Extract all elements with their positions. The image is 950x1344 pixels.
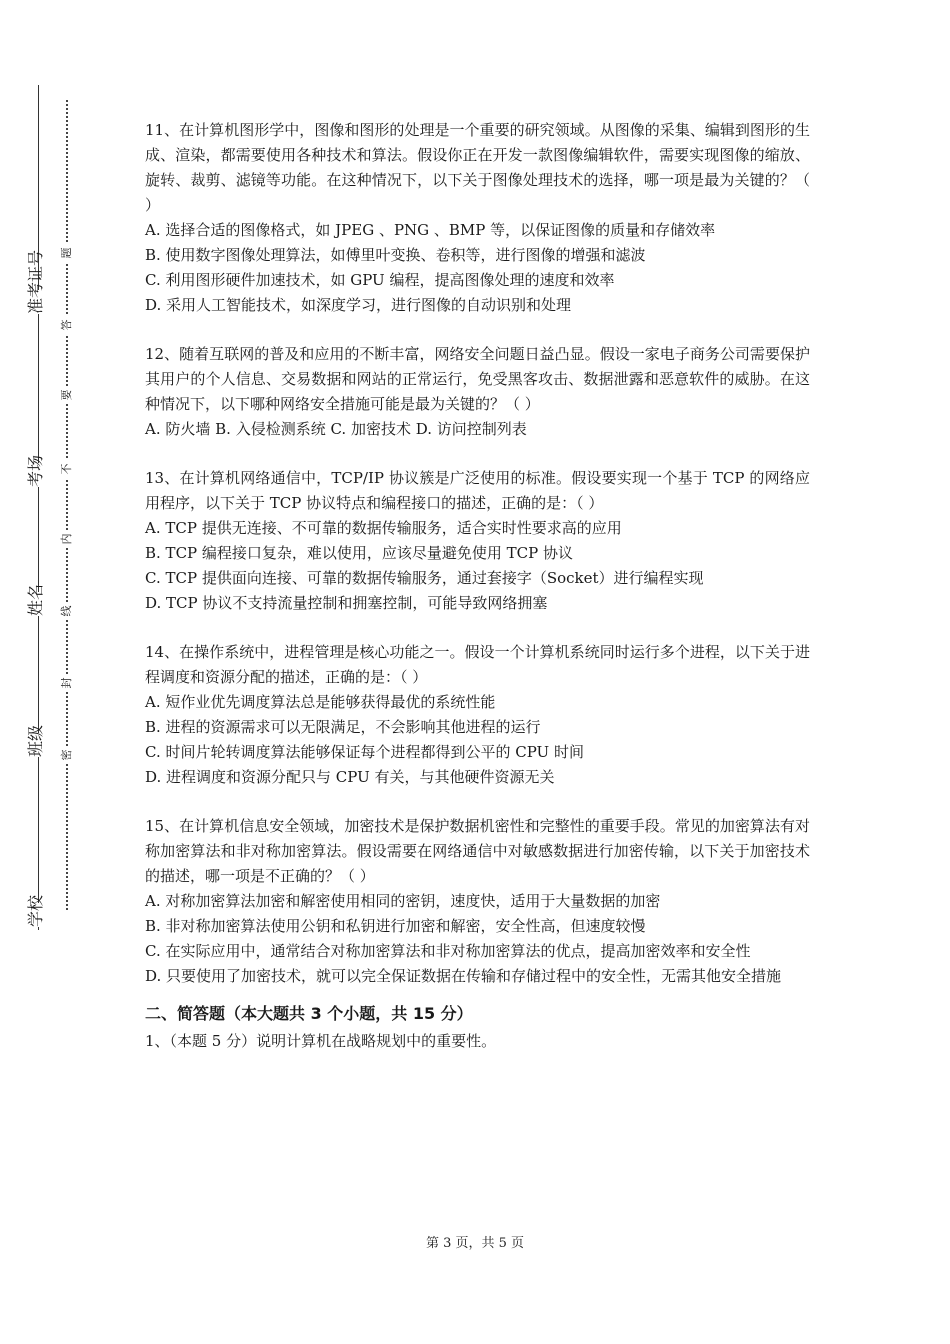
exam-number-label: 准考证号 [24, 290, 48, 314]
option-d: D. TCP 协议不支持流量控制和拥塞控制，可能导致网络拥塞 [145, 594, 548, 612]
option-a: A. 对称加密算法加密和解密使用相同的密钥，速度快，适用于大量数据的加密 [145, 892, 661, 910]
option-a: A. TCP 提供无连接、不可靠的数据传输服务，适合实时性要求高的应用 [145, 519, 622, 537]
option-a: A. 短作业优先调度算法总是能够获得最优的系统性能 [145, 693, 496, 711]
seal-char: 内 [58, 530, 76, 548]
option-b: B. 非对称加密算法使用公钥和私钥进行加密和解密，安全性高，但速度较慢 [145, 917, 646, 935]
option-b: B. TCP 编程接口复杂，难以使用，应该尽量避免使用 TCP 协议 [145, 544, 574, 562]
seal-char: 封 [58, 674, 76, 692]
seal-char: 不 [58, 460, 76, 478]
seal-char: 密 [58, 746, 76, 764]
seal-char: 题 [58, 244, 76, 262]
seal-char: 线 [58, 602, 76, 620]
page-number: 第 3 页，共 5 页 [425, 1236, 525, 1251]
exam-content [145, 118, 810, 1054]
option-b: B. 进程的资源需求可以无限满足，不会影响其他进程的运行 [145, 718, 541, 736]
seal-char: 要 [58, 386, 76, 404]
question-stem: 13、在计算机网络通信中，TCP/IP 协议簇是广泛使用的标准。假设要实现一个基于 TCP 的网络应用程序，以下关于 TCP 协议特点和编程接口的描述，正确的是：（ ） [145, 469, 810, 512]
question-stem: 15、在计算机信息安全领域，加密技术是保护数据机密性和完整性的重要手段。常见的加密算法有对称加密算法和非对称加密算法。假设需要在网络通信中对敏感数据进行加密传输，以下关于加密技术的描述，哪一项是不正确的？（ ） [145, 817, 810, 885]
question-14 [145, 640, 810, 790]
class-label: 班级 [24, 733, 48, 757]
question-stem: 12、随着互联网的普及和应用的不断丰富，网络安全问题日益凸显。假设一家电子商务公司需要保护其用户的个人信息、交易数据和网站的正常运行，免受黑客攻击、数据泄露和恶意软件的威胁。在这种情况下，以下哪种网络安全措施可能是最为关键的？（ ） [145, 345, 810, 413]
binding-margin [0, 0, 90, 1344]
section-2-title: 二、简答题（本大题共 3 个小题，共 15 分） [145, 1004, 473, 1023]
question-11 [145, 118, 810, 318]
option-c: C. 在实际应用中，通常结合对称加密算法和非对称加密算法的优点，提高加密效率和安全性 [145, 942, 751, 960]
exam-room-label: 考场 [24, 463, 48, 487]
option-d: D. 只要使用了加密技术，就可以完全保证数据在传输和存储过程中的安全性，无需其他安全措施 [145, 967, 782, 985]
question-stem: 14、在操作系统中，进程管理是核心功能之一。假设一个计算机系统同时运行多个进程，以下关于进程调度和资源分配的描述，正确的是：（ ） [145, 643, 810, 686]
seal-dotted-line [66, 100, 68, 910]
option-d: D. 进程调度和资源分配只与 CPU 有关，与其他硬件资源无关 [145, 768, 555, 786]
question-stem: 11、在计算机图形学中，图像和图形的处理是一个重要的研究领域。从图像的采集、编辑到图形的生成、渲染，都需要使用各种技术和算法。假设你正在开发一款图像编辑软件，需要实现图像的缩放、旋转、裁剪、滤镜等功能。在这种情况下，以下关于图像处理技术的选择，哪一项是最为关键的？（ ） [145, 121, 810, 214]
name-label: 姓名 [24, 592, 48, 616]
option-b: B. 使用数字图像处理算法，如傅里叶变换、卷积等，进行图像的增强和滤波 [145, 246, 646, 264]
question-12 [145, 342, 810, 442]
option-d: D. 采用人工智能技术，如深度学习，进行图像的自动识别和处理 [145, 296, 572, 314]
question-15 [145, 814, 810, 989]
seal-char: 答 [58, 316, 76, 334]
question-13 [145, 466, 810, 616]
option-c: C. 时间片轮转调度算法能够保证每个进程都得到公平的 CPU 时间 [145, 743, 584, 761]
school-label: 学校 [24, 903, 48, 927]
binding-solid-line [38, 85, 39, 930]
options-inline: A. 防火墙 B. 入侵检测系统 C. 加密技术 D. 访问控制列表 [145, 420, 527, 438]
option-c: C. TCP 提供面向连接、可靠的数据传输服务，通过套接字（Socket）进行编程实现 [145, 569, 704, 587]
short-answer-question-1: 1、（本题 5 分）说明计算机在战略规划中的重要性。 [145, 1032, 497, 1050]
option-a: A. 选择合适的图像格式，如 JPEG 、PNG 、BMP 等，以保证图像的质量和存储效率 [145, 221, 716, 239]
option-c: C. 利用图形硬件加速技术，如 GPU 编程，提高图像处理的速度和效率 [145, 271, 615, 289]
